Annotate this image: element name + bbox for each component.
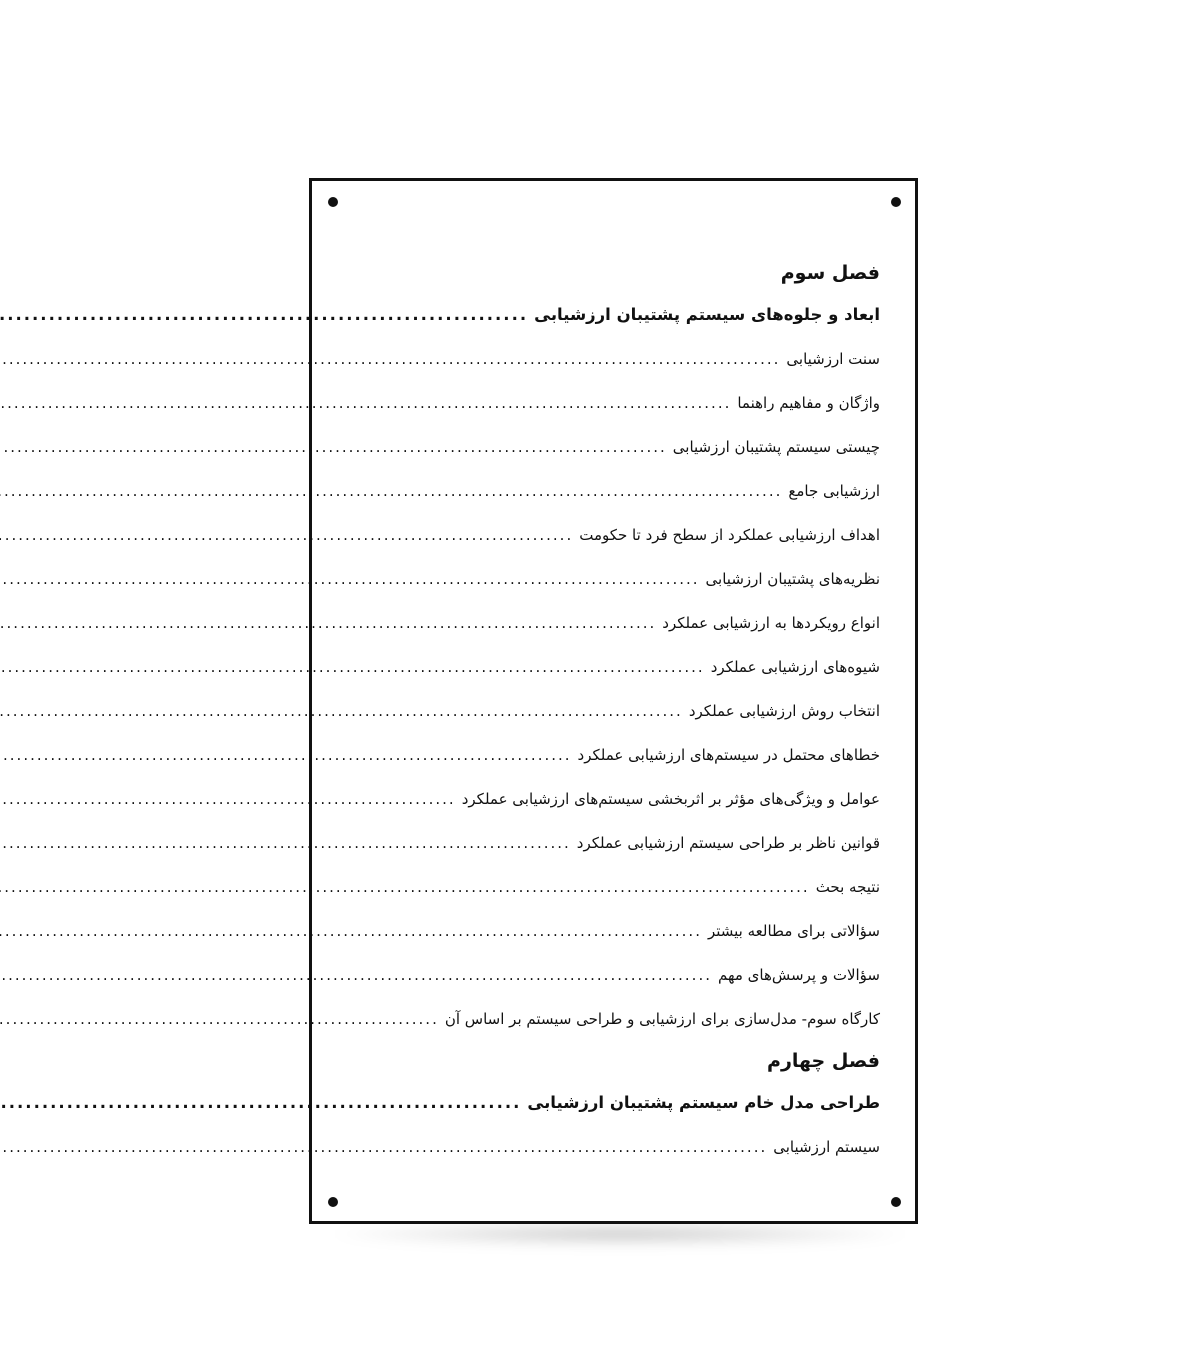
toc-entry-title: طراحی مدل خام سیستم پشتیبان ارزشیابی	[527, 1093, 880, 1112]
corner-dot-top-right	[891, 197, 901, 207]
table-of-contents	[360, 253, 880, 1169]
dot-leader	[0, 689, 689, 733]
toc-entry	[360, 1125, 880, 1169]
toc-entry	[360, 909, 880, 953]
toc-entry-title: چیستی سیستم پشتیبان ارزشیابی	[672, 438, 880, 456]
toc-entry	[360, 513, 880, 557]
toc-entry-title: نظریه‌های پشتیبان ارزشیابی	[705, 570, 880, 588]
toc-entry-title: واژگان و مفاهیم راهنما	[737, 394, 880, 412]
dot-leader	[0, 469, 788, 513]
dot-leader	[0, 557, 706, 601]
toc-entry-title: انتخاب روش ارزشیابی عملکرد	[688, 702, 880, 720]
toc-entry-title: نتیجه بحث	[815, 878, 880, 896]
toc-entry-title: شیوه‌های ارزشیابی عملکرد	[710, 658, 880, 676]
toc-entry-title: سؤالات و پرسش‌های مهم	[717, 966, 880, 984]
dot-leader	[0, 513, 579, 557]
dot-leader	[0, 601, 662, 645]
dot-leader	[0, 865, 816, 909]
page-shadow	[330, 1222, 910, 1246]
toc-entry	[360, 997, 880, 1041]
dot-leader	[0, 733, 578, 777]
toc-entry-title: خطاهای محتمل در سیستم‌های ارزشیابی عملکرد	[577, 746, 880, 764]
toc-main-entry	[360, 293, 880, 337]
toc-entry	[360, 381, 880, 425]
toc-entry-title: کارگاه سوم- مدل‌سازی برای ارزشیابی و طراحی سیستم بر اساس آن	[444, 1010, 880, 1028]
chapter-heading: فصل سوم	[780, 262, 880, 284]
toc-entry-title: سیستم ارزشیابی	[773, 1138, 880, 1156]
toc-entry-title: ابعاد و جلوه‌های سیستم پشتیبان ارزشیابی	[534, 305, 880, 324]
toc-entry	[360, 865, 880, 909]
toc-entry	[360, 777, 880, 821]
toc-entry	[360, 425, 880, 469]
toc-entry-title: عوامل و ویژگی‌های مؤثر بر اثربخشی سیستم‌های ارزشیابی عملکرد	[461, 790, 880, 808]
toc-entry-title: ارزشیابی جامع	[788, 482, 880, 500]
dot-leader	[0, 997, 445, 1041]
toc-entry	[360, 953, 880, 997]
toc-page	[309, 178, 918, 1224]
toc-main-entry	[360, 1081, 880, 1125]
dot-leader	[0, 425, 673, 469]
dot-leader	[0, 909, 708, 953]
dot-leader	[0, 1125, 773, 1169]
toc-entry	[360, 337, 880, 381]
chapter-heading: فصل چهارم	[767, 1050, 880, 1072]
toc-entry-title: سنت ارزشیابی	[786, 350, 880, 368]
dot-leader	[0, 777, 462, 821]
toc-entry	[360, 645, 880, 689]
toc-entry	[360, 469, 880, 513]
dot-leader	[0, 953, 718, 997]
dot-leader	[0, 821, 577, 865]
corner-dot-bottom-right	[891, 1197, 901, 1207]
corner-dot-top-left	[328, 197, 338, 207]
toc-entry-title: قوانین ناظر بر طراحی سیستم ارزشیابی عملکرد	[576, 834, 880, 852]
toc-entry-title: انواع رویکردها به ارزشیابی عملکرد	[662, 614, 880, 632]
dot-leader	[0, 645, 711, 689]
toc-entry	[360, 601, 880, 645]
dot-leader	[0, 381, 737, 425]
toc-entry	[360, 689, 880, 733]
toc-entry	[360, 557, 880, 601]
dot-leader	[0, 337, 786, 381]
corner-dot-bottom-left	[328, 1197, 338, 1207]
dot-leader	[0, 1081, 527, 1125]
toc-entry	[360, 821, 880, 865]
toc-entry-title: سؤالاتی برای مطالعه بیشتر	[707, 922, 880, 940]
toc-entry	[360, 733, 880, 777]
toc-entry-title: اهداف ارزشیابی عملکرد از سطح فرد تا حکومت	[579, 526, 880, 544]
dot-leader	[0, 293, 534, 337]
